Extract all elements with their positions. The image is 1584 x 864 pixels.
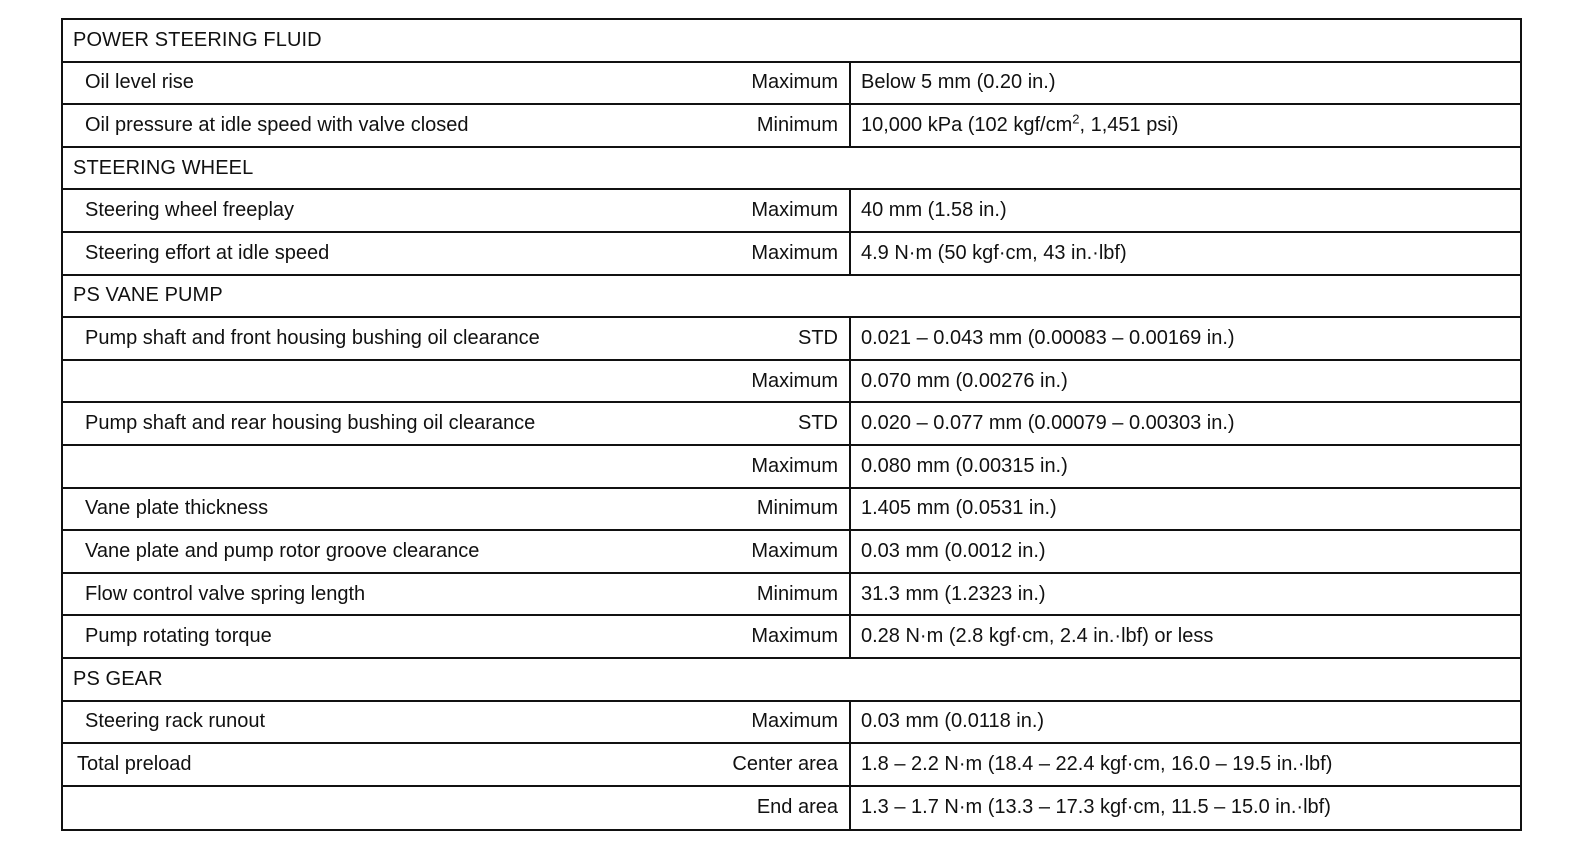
item-label: Flow control valve spring length bbox=[85, 582, 366, 605]
spec-value-tail: , 1,451 psi) bbox=[1079, 113, 1179, 136]
qualifier-label: Maximum bbox=[751, 71, 838, 94]
section-title: STEERING WHEEL bbox=[73, 156, 254, 179]
qualifier-label: STD bbox=[798, 326, 838, 349]
spec-value: 0.03 mm (0.0012 in.) bbox=[861, 539, 1046, 562]
qualifier-label: End area bbox=[756, 796, 838, 819]
spec-value: 0.03 mm (0.0118 in.) bbox=[861, 710, 1045, 733]
item-cell bbox=[63, 361, 851, 402]
value-cell bbox=[851, 574, 1520, 615]
item-label: Pump shaft and front housing bushing oil clearance bbox=[85, 326, 540, 349]
qualifier-label: STD bbox=[798, 412, 838, 435]
spec-value-main: 10,000 kPa (102 kgf/cm bbox=[861, 113, 1073, 136]
table-row bbox=[63, 446, 1520, 489]
spec-value: 0.070 mm (0.00276 in.) bbox=[861, 369, 1068, 392]
spec-value: 40 mm (1.58 in.) bbox=[861, 199, 1007, 222]
item-label: Vane plate and pump rotor groove clearance bbox=[85, 539, 480, 562]
item-cell bbox=[63, 702, 851, 743]
section-header-ps-vane-pump bbox=[63, 276, 1520, 319]
value-cell bbox=[851, 531, 1520, 572]
spec-value: 0.021 – 0.043 mm (0.00083 – 0.00169 in.) bbox=[861, 326, 1235, 349]
item-cell bbox=[63, 489, 851, 530]
spec-value: 1.405 mm (0.0531 in.) bbox=[861, 497, 1057, 520]
value-cell bbox=[851, 616, 1520, 657]
qualifier-label: Minimum bbox=[756, 497, 838, 520]
qualifier-label: Minimum bbox=[756, 113, 838, 136]
spec-value: 1.3 – 1.7 N·m (13.3 – 17.3 kgf·cm, 11.5 – 15.0 in.·lbf) bbox=[861, 796, 1331, 819]
spec-value: 31.3 mm (1.2323 in.) bbox=[861, 582, 1046, 605]
spec-value: 4.9 N·m (50 kgf·cm, 43 in.·lbf) bbox=[861, 241, 1127, 264]
table-row bbox=[63, 361, 1520, 404]
value-cell bbox=[851, 318, 1520, 359]
qualifier-label: Maximum bbox=[751, 241, 838, 264]
table-row bbox=[63, 105, 1520, 148]
qualifier-label: Maximum bbox=[751, 625, 838, 648]
qualifier-label: Maximum bbox=[751, 199, 838, 222]
table-row bbox=[63, 63, 1520, 106]
section-title: POWER STEERING FLUID bbox=[73, 28, 322, 51]
item-label: Oil level rise bbox=[85, 71, 194, 94]
qualifier-label: Maximum bbox=[751, 710, 838, 733]
spec-table bbox=[61, 18, 1522, 831]
table-row bbox=[63, 574, 1520, 617]
section-header-ps-gear bbox=[63, 659, 1520, 702]
table-row bbox=[63, 233, 1520, 276]
value-cell bbox=[851, 744, 1520, 785]
value-cell bbox=[851, 361, 1520, 402]
section-header-power-steering-fluid bbox=[63, 20, 1520, 63]
spec-value bbox=[861, 111, 1179, 137]
item-label: Vane plate thickness bbox=[85, 497, 269, 520]
item-cell bbox=[63, 190, 851, 231]
value-cell bbox=[851, 105, 1520, 146]
qualifier-label: Maximum bbox=[751, 369, 838, 392]
item-cell bbox=[63, 787, 851, 830]
qualifier-label: Maximum bbox=[751, 454, 838, 477]
item-label: Oil pressure at idle speed with valve closed bbox=[85, 113, 469, 136]
item-cell bbox=[63, 446, 851, 487]
spec-value: 0.28 N·m (2.8 kgf·cm, 2.4 in.·lbf) or less bbox=[861, 625, 1214, 648]
table-row bbox=[63, 531, 1520, 574]
value-cell bbox=[851, 190, 1520, 231]
item-cell bbox=[63, 574, 851, 615]
item-cell bbox=[63, 616, 851, 657]
item-label: Total preload bbox=[77, 752, 192, 775]
value-cell bbox=[851, 702, 1520, 743]
section-header-steering-wheel bbox=[63, 148, 1520, 191]
item-cell bbox=[63, 403, 851, 444]
item-label: Steering effort at idle speed bbox=[85, 241, 330, 264]
section-title: PS GEAR bbox=[73, 667, 163, 690]
item-cell bbox=[63, 531, 851, 572]
table-row bbox=[63, 318, 1520, 361]
table-row bbox=[63, 403, 1520, 446]
item-cell bbox=[63, 318, 851, 359]
spec-value: 0.080 mm (0.00315 in.) bbox=[861, 454, 1068, 477]
item-cell bbox=[63, 233, 851, 274]
item-label: Steering wheel freeplay bbox=[85, 199, 295, 222]
table-row bbox=[63, 702, 1520, 745]
qualifier-label: Maximum bbox=[751, 539, 838, 562]
item-cell bbox=[63, 105, 851, 146]
value-cell bbox=[851, 403, 1520, 444]
item-label: Steering rack runout bbox=[85, 710, 266, 733]
value-cell bbox=[851, 233, 1520, 274]
table-row bbox=[63, 744, 1520, 787]
qualifier-label: Center area bbox=[732, 752, 838, 775]
table-row bbox=[63, 787, 1520, 830]
item-label: Pump rotating torque bbox=[85, 625, 272, 648]
value-cell bbox=[851, 63, 1520, 104]
spec-value: Below 5 mm (0.20 in.) bbox=[861, 71, 1056, 94]
section-title: PS VANE PUMP bbox=[73, 284, 223, 307]
table-row bbox=[63, 489, 1520, 532]
spec-value: 0.020 – 0.077 mm (0.00079 – 0.00303 in.) bbox=[861, 412, 1235, 435]
table-row bbox=[63, 616, 1520, 659]
qualifier-label: Minimum bbox=[756, 582, 838, 605]
value-cell bbox=[851, 489, 1520, 530]
spec-value: 1.8 – 2.2 N·m (18.4 – 22.4 kgf·cm, 16.0 – 19.5 in.·lbf) bbox=[861, 752, 1333, 775]
superscript: 2 bbox=[1072, 111, 1080, 127]
value-cell bbox=[851, 446, 1520, 487]
item-label: Pump shaft and rear housing bushing oil clearance bbox=[85, 412, 536, 435]
value-cell bbox=[851, 787, 1520, 830]
item-cell bbox=[63, 744, 851, 785]
item-cell bbox=[63, 63, 851, 104]
table-row bbox=[63, 190, 1520, 233]
